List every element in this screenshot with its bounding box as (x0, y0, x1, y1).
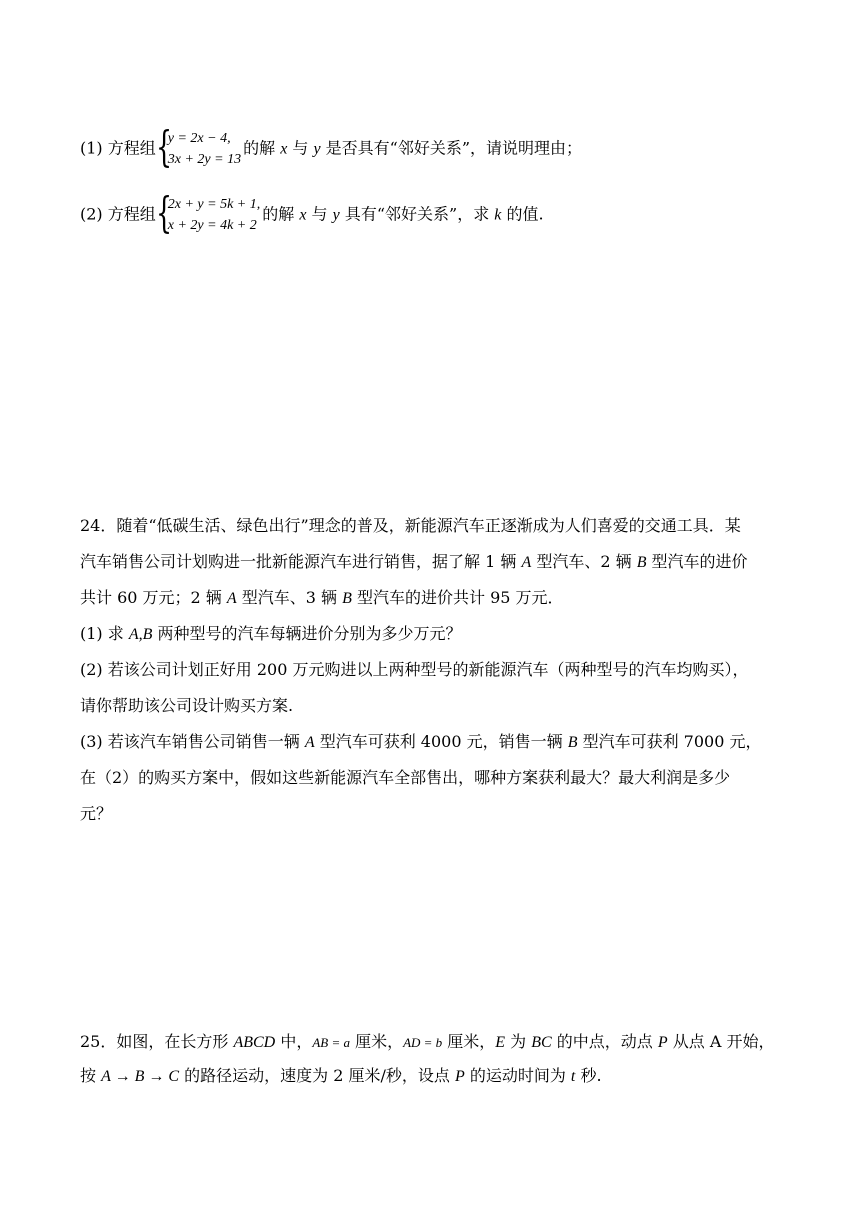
text: 厘米， (442, 1032, 496, 1051)
var-AB: A,B (128, 626, 153, 643)
q23-part1 (80, 122, 583, 171)
q23-part2-label: (2) 方程组 (80, 204, 156, 224)
text: 是否具有“邻好关系”，请说明理由； (320, 138, 583, 158)
var-x: x (299, 206, 307, 224)
q23-part1-label: (1) 方程组 (80, 138, 156, 158)
expr-AD-b: AD = b (403, 1035, 443, 1050)
text: 型汽车可获利 4000 元，销售一辆 (314, 732, 568, 751)
var-B: B (342, 590, 352, 607)
q23-part2 (80, 188, 544, 237)
q24-part3-line1 (80, 732, 761, 753)
text: 中， (275, 1032, 313, 1051)
text: 25．如图，在长方形 (80, 1032, 234, 1051)
text: 汽车销售公司计划购进一批新能源汽车进行销售，据了解 1 辆 (80, 552, 522, 571)
var-x: x (280, 140, 288, 158)
var-y: y (313, 140, 321, 158)
brace-icon: { (155, 122, 172, 171)
text: (3) 若该汽车销售公司销售一辆 (80, 732, 305, 751)
q25-line2 (80, 1066, 602, 1087)
system2-eq2: x + 2y = 4k + 2 (167, 218, 257, 233)
text: 与 (306, 204, 333, 224)
text: 型汽车、3 辆 (236, 588, 343, 607)
brace-icon: { (155, 188, 172, 237)
q24-line3 (80, 588, 564, 609)
text: 的解 (262, 204, 300, 224)
q25-line1 (80, 1032, 775, 1053)
var-B: B (567, 734, 578, 751)
text: 从点 A 开始， (667, 1032, 775, 1051)
text: 按 (80, 1066, 102, 1085)
q24-part2-line2: 请你帮助该公司设计购买方案. (80, 696, 294, 715)
var-k: k (494, 206, 502, 224)
q24-part2-line1: (2) 若该公司计划正好用 200 万元购进以上两种型号的新能源汽车（两种型号的汽车均购买）， (80, 660, 749, 679)
system1-eq1: y = 2x − 4, (167, 131, 231, 146)
text: 具有“邻好关系”，求 (339, 204, 495, 224)
var-P: P (657, 1034, 668, 1051)
text: 两种型号的汽车每辆进价分别为多少万元？ (152, 624, 462, 643)
text: 的值. (501, 204, 544, 224)
q24-part3-line3: 元？ (80, 804, 113, 823)
text: 共计 60 万元；2 辆 (80, 588, 227, 607)
text: 为 (505, 1032, 532, 1051)
text: 型汽车、2 辆 (531, 552, 637, 571)
text: 的运动时间为 (464, 1066, 571, 1085)
text: 型汽车可获利 7000 元， (577, 732, 762, 751)
q24-line1: 24．随着“低碳生活、绿色出行”理念的普及，新能源汽车正逐渐成为人们喜爱的交通工具．某 (80, 516, 741, 535)
text: (1) 求 (80, 624, 129, 643)
equation-system-2 (155, 188, 261, 237)
var-A: A (521, 554, 532, 571)
text: 型汽车的进价共计 95 万元． (351, 588, 564, 607)
q24-part3-line2: 在（2）的购买方案中，假如这些新能源汽车全部售出，哪种方案获利最大？最大利润是多少 (80, 768, 731, 787)
text: 与 (287, 138, 314, 158)
q24-line2 (80, 552, 748, 573)
text: 的解 (243, 138, 281, 158)
equation-system-1 (155, 122, 242, 171)
var-A: A (226, 590, 237, 607)
var-BC: BC (531, 1034, 552, 1051)
var-P: P (454, 1068, 465, 1085)
var-y: y (332, 206, 340, 224)
system2-eq1: 2x + y = 5k + 1, (167, 197, 261, 212)
var-t: t (570, 1068, 576, 1085)
text: 的中点，动点 (551, 1032, 658, 1051)
text: 秒. (575, 1066, 602, 1085)
var-E: E (495, 1034, 506, 1051)
text: 的路径运动，速度为 2 厘米/秒，设点 (179, 1066, 455, 1085)
var-B: B (636, 554, 647, 571)
var-ABCD: ABCD (233, 1034, 276, 1051)
text: 厘米， (349, 1032, 404, 1051)
var-A: A (304, 734, 315, 751)
q24-part1 (80, 624, 461, 645)
expr-path: A → B → C (101, 1068, 180, 1085)
expr-AB-a: AB = a (312, 1035, 350, 1050)
text: 型汽车的进价 (646, 552, 748, 571)
system1-eq2: 3x + 2y = 13 (167, 152, 242, 167)
